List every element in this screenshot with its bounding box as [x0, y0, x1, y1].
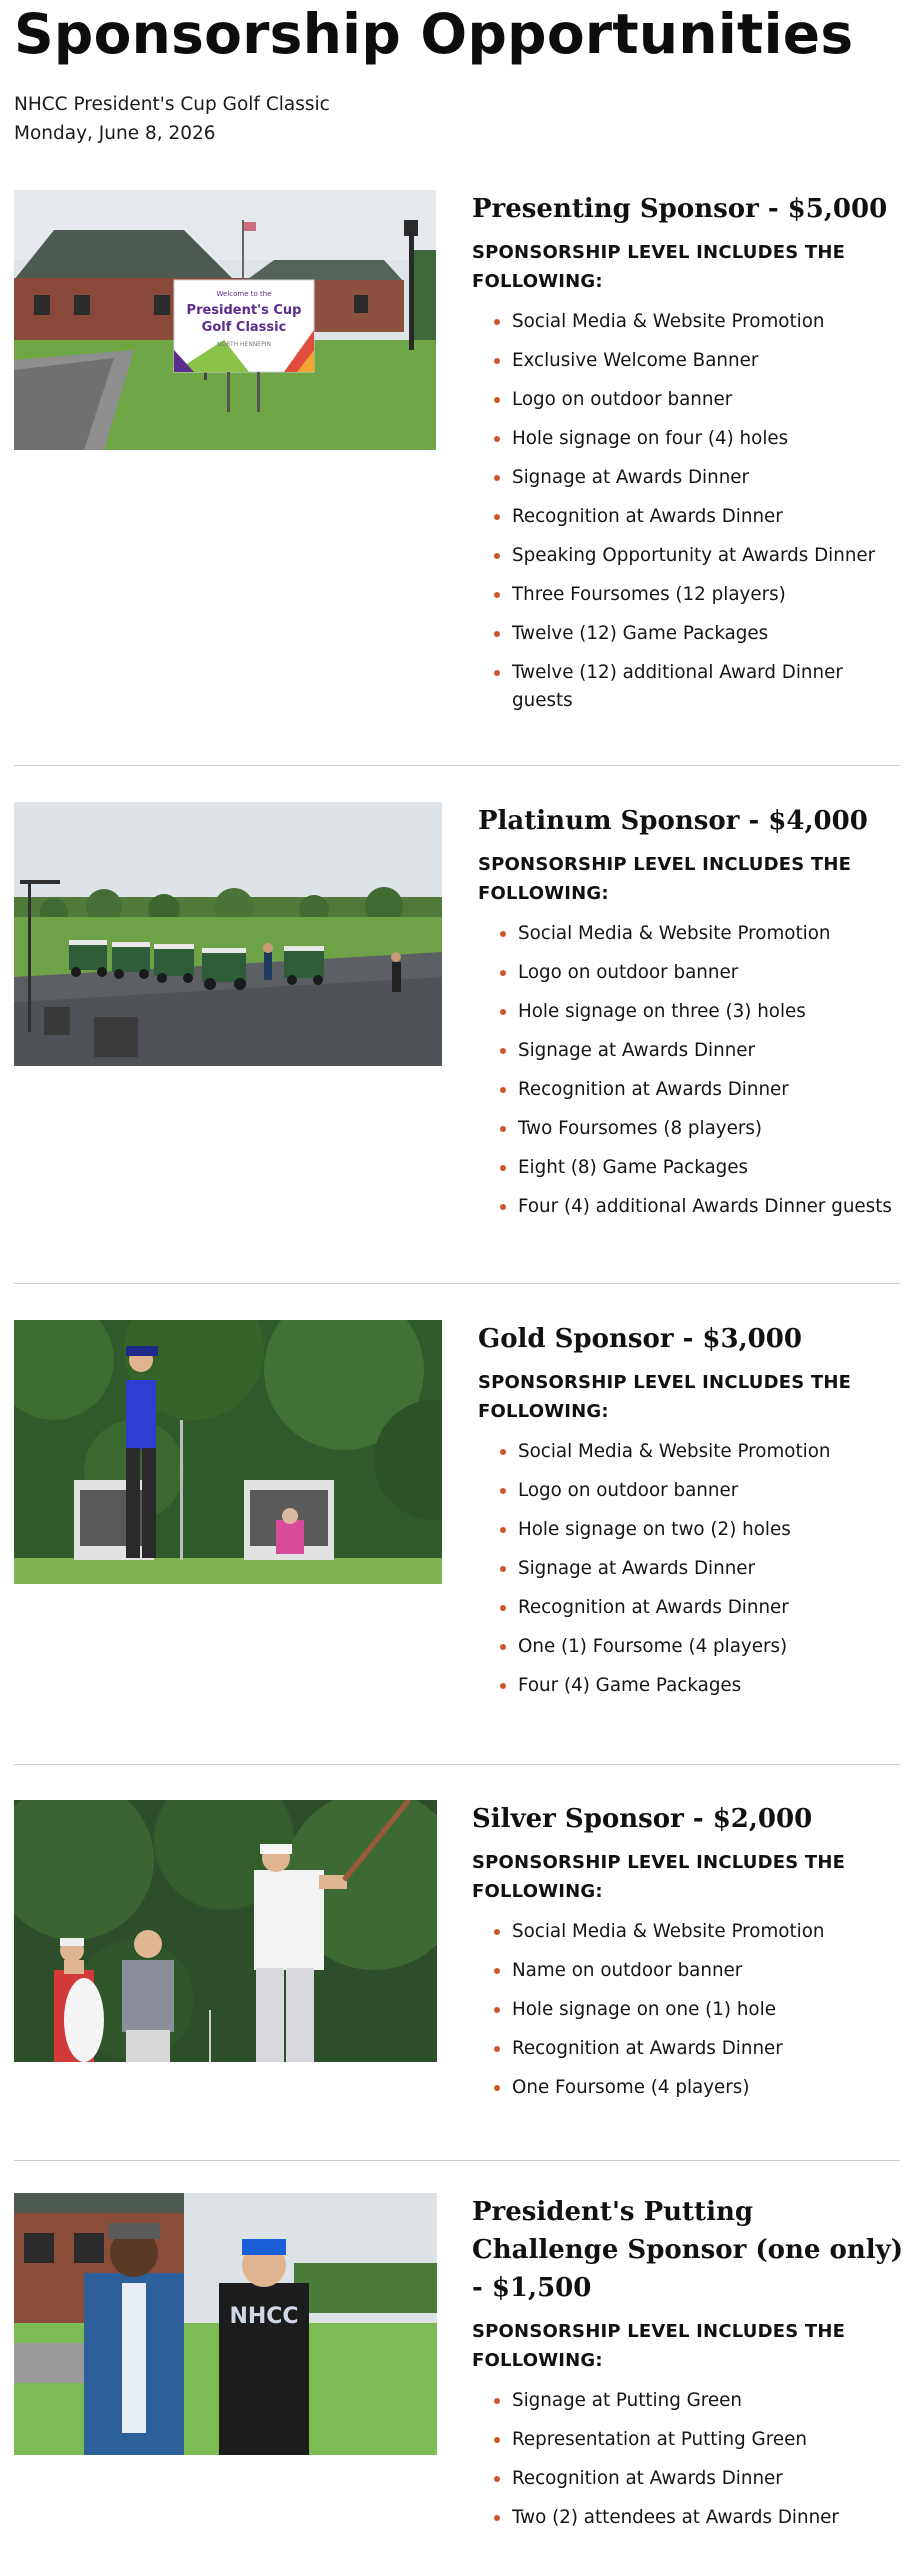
sponsor-info-presenting	[472, 190, 904, 726]
sign-welcome-text: Welcome to the	[216, 290, 272, 298]
list-item: Social Media & Website Promotion	[472, 308, 904, 336]
list-item: Twelve (12) additional Award Dinner guests	[472, 659, 904, 715]
list-item: Three Foursomes (12 players)	[472, 581, 904, 609]
golf-sign-clubhouse-photo	[14, 190, 436, 450]
sponsor-title: Platinum Sponsor - $4,000	[478, 806, 868, 836]
list-item: Hole signage on three (3) holes	[478, 998, 904, 1026]
sponsor-info-gold	[478, 1320, 904, 1711]
sponsor-title: Silver Sponsor - $2,000	[472, 1804, 813, 1834]
list-item: Social Media & Website Promotion	[472, 1918, 904, 1946]
list-item: Logo on outdoor banner	[478, 959, 904, 987]
two-men-posing-photo	[14, 2193, 437, 2455]
svg-text:NHCC: NHCC	[229, 2304, 299, 2329]
list-item: Logo on outdoor banner	[478, 1477, 904, 1505]
sponsor-info-silver	[472, 1800, 904, 2113]
list-item: Hole signage on two (2) holes	[478, 1516, 904, 1544]
sponsor-title: Presenting Sponsor - $5,000	[472, 194, 888, 224]
benefits-list	[472, 308, 904, 715]
section-divider	[14, 765, 900, 766]
section-divider	[14, 1283, 900, 1284]
list-item: Eight (8) Game Packages	[478, 1154, 904, 1182]
event-name: NHCC President's Cup Golf Classic	[14, 94, 330, 115]
list-item: Hole signage on one (1) hole	[472, 1996, 904, 2024]
list-item: Social Media & Website Promotion	[478, 1438, 904, 1466]
list-item: Representation at Putting Green	[472, 2426, 904, 2454]
benefits-list	[478, 920, 904, 1221]
benefits-list	[472, 2387, 904, 2532]
list-item: Two (2) attendees at Awards Dinner	[472, 2504, 904, 2532]
event-info	[14, 90, 330, 148]
includes-heading: SPONSORSHIP LEVEL INCLUDES THE FOLLOWING:	[478, 854, 852, 904]
list-item: Signage at Putting Green	[472, 2387, 904, 2415]
list-item: Four (4) additional Awards Dinner guests	[478, 1193, 904, 1221]
sign-logo-text: NORTH HENNEPIN	[217, 341, 271, 348]
section-divider	[14, 2160, 900, 2161]
includes-heading: SPONSORSHIP LEVEL INCLUDES THE FOLLOWING:	[478, 1372, 852, 1422]
benefits-list	[478, 1438, 904, 1700]
sponsor-info-putting-challenge	[472, 2193, 904, 2543]
list-item: Recognition at Awards Dinner	[478, 1076, 904, 1104]
golfer-swing-photo	[14, 1800, 437, 2062]
sponsor-title: President's Putting Challenge Sponsor (one only) - $1,500	[472, 2197, 904, 2303]
list-item: Signage at Awards Dinner	[472, 464, 904, 492]
list-item: Two Foursomes (8 players)	[478, 1115, 904, 1143]
list-item: Exclusive Welcome Banner	[472, 347, 904, 375]
list-item: Four (4) Game Packages	[478, 1672, 904, 1700]
includes-heading: SPONSORSHIP LEVEL INCLUDES THE FOLLOWING:	[472, 242, 846, 292]
list-item: Logo on outdoor banner	[472, 386, 904, 414]
list-item: One Foursome (4 players)	[472, 2074, 904, 2102]
list-item: Speaking Opportunity at Awards Dinner	[472, 542, 904, 570]
list-item: Name on outdoor banner	[472, 1957, 904, 1985]
list-item: Twelve (12) Game Packages	[472, 620, 904, 648]
list-item: Signage at Awards Dinner	[478, 1037, 904, 1065]
golfer-teeing-off-photo	[14, 1320, 442, 1584]
list-item: Hole signage on four (4) holes	[472, 425, 904, 453]
list-item: Recognition at Awards Dinner	[472, 503, 904, 531]
list-item: Social Media & Website Promotion	[478, 920, 904, 948]
list-item: Signage at Awards Dinner	[478, 1555, 904, 1583]
sponsor-title: Gold Sponsor - $3,000	[478, 1324, 802, 1354]
list-item: Recognition at Awards Dinner	[472, 2035, 904, 2063]
section-divider	[14, 1764, 900, 1765]
event-date: Monday, June 8, 2026	[14, 123, 216, 144]
list-item: One (1) Foursome (4 players)	[478, 1633, 904, 1661]
golf-carts-lineup-photo	[14, 802, 442, 1066]
sign-title-line1: President's Cup	[186, 303, 302, 318]
benefits-list	[472, 1918, 904, 2102]
sponsor-info-platinum	[478, 802, 904, 1232]
page-title: Sponsorship Opportunities	[14, 2, 854, 66]
list-item: Recognition at Awards Dinner	[478, 1594, 904, 1622]
includes-heading: SPONSORSHIP LEVEL INCLUDES THE FOLLOWING:	[472, 2321, 846, 2371]
list-item: Recognition at Awards Dinner	[472, 2465, 904, 2493]
includes-heading: SPONSORSHIP LEVEL INCLUDES THE FOLLOWING:	[472, 1852, 846, 1902]
sign-title-line2: Golf Classic	[201, 320, 287, 335]
